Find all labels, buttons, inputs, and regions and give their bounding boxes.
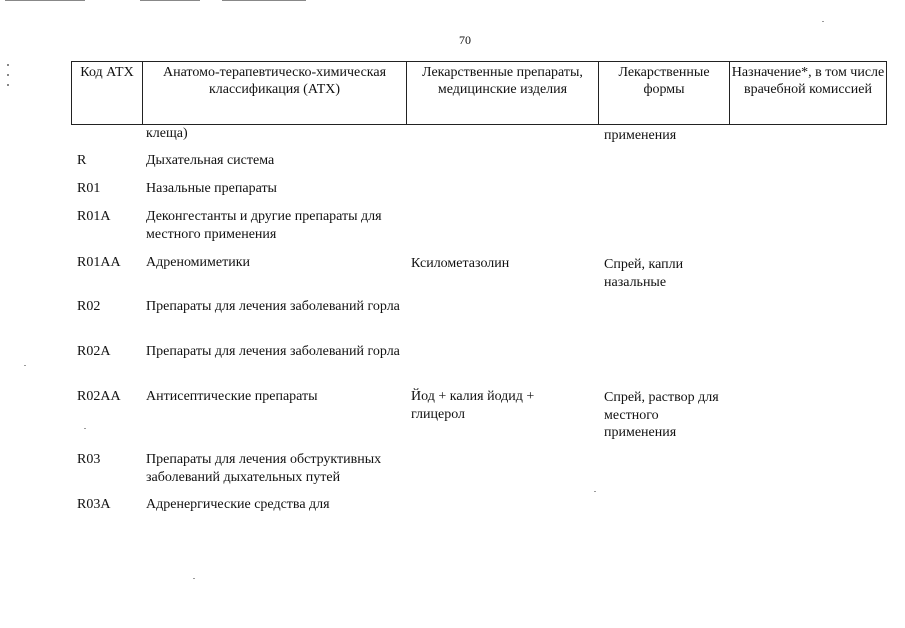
header-code: Код АТХ xyxy=(72,62,143,124)
table-header xyxy=(71,61,887,125)
header-forms: Лекарственные формы xyxy=(599,62,730,124)
scan-speck xyxy=(594,491,596,492)
row-classification: Препараты для лечения заболеваний горла xyxy=(146,344,400,359)
row-code: R01 xyxy=(77,181,101,196)
scan-speck xyxy=(84,428,86,429)
row-classification: Дыхательная система xyxy=(146,153,275,168)
row-drug: Йод + калия йодид + глицерол xyxy=(411,389,535,422)
row-classification: Препараты для лечения заболеваний горла xyxy=(146,299,400,314)
header-purpose: Назначение*, в том числе врачебной комиссией xyxy=(731,65,885,97)
continuation-classification: клеща) xyxy=(146,126,188,141)
row-classification: Деконгестанты и другие препараты для местного применения xyxy=(146,209,382,242)
row-drug: Ксилометазолин xyxy=(411,256,510,271)
row-code: R03 xyxy=(77,452,101,467)
scan-speck xyxy=(193,578,195,579)
top-rule-right xyxy=(222,0,306,1)
row-classification: Препараты для лечения обструктивных заболеваний дыхательных путей xyxy=(146,452,382,485)
row-code: R02A xyxy=(77,344,111,359)
row-code: R01A xyxy=(77,209,111,224)
top-rule-middle xyxy=(140,0,200,1)
row-form: Спрей, раствор для местного применения xyxy=(604,390,719,440)
row-code: R03A xyxy=(77,497,111,512)
row-classification: Адреномиметики xyxy=(146,255,251,270)
top-rule-left xyxy=(5,0,85,1)
row-classification: Адренергические средства для xyxy=(146,497,330,512)
scan-speck xyxy=(24,365,26,366)
binding-marks xyxy=(7,64,9,94)
row-classification: Назальные препараты xyxy=(146,181,277,196)
row-code: R02AA xyxy=(77,389,121,404)
header-drugs: Лекарственные препараты, медицинские изделия xyxy=(407,62,599,124)
continuation-form: применения xyxy=(604,128,677,143)
row-classification: Антисептические препараты xyxy=(146,389,318,404)
row-code: R02 xyxy=(77,299,101,314)
row-code: R01AA xyxy=(77,255,121,270)
scan-speck xyxy=(822,21,824,22)
header-classification: Анатомо-терапевтическо-химическая классификация (АТХ) xyxy=(143,62,407,124)
page-number: 70 xyxy=(459,33,471,47)
row-form: Спрей, капли назальные xyxy=(604,257,684,290)
row-code: R xyxy=(77,153,87,168)
